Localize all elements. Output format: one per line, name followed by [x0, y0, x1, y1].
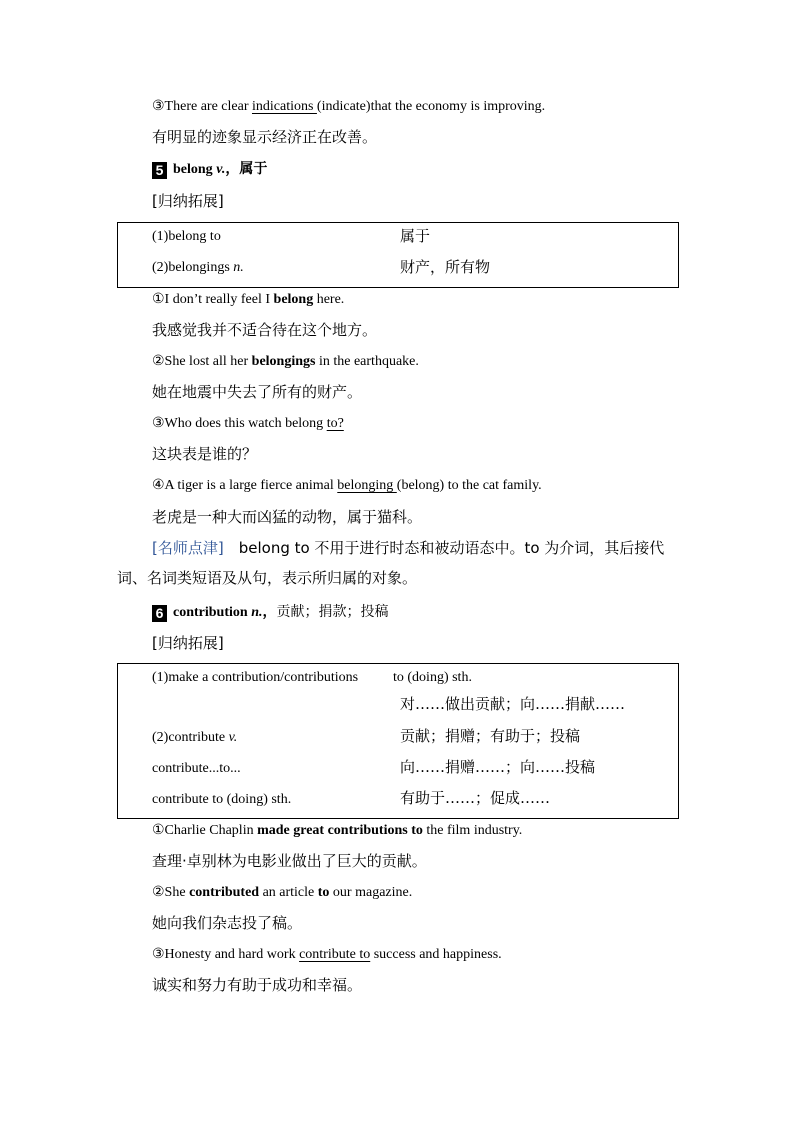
- example-sentence: [152, 291, 344, 309]
- sentence-text: ④A tiger is a large fierce animal: [152, 478, 338, 493]
- answer-blank: indications: [251, 99, 317, 114]
- headword-meaning: 贡献；捐款；投稿: [276, 604, 389, 620]
- sentence-text: success and happiness.: [370, 947, 502, 962]
- translation: 我感觉我并不适合待在这个地方。: [152, 321, 378, 339]
- part-of-speech: v.: [228, 730, 238, 745]
- translation: 她在地震中失去了所有的财产。: [152, 383, 363, 401]
- bold-keyword: belongings: [251, 354, 316, 369]
- phrase: contribute to (doing) sth.: [152, 792, 292, 807]
- example-sentence: [152, 353, 419, 371]
- example-sentence: [152, 822, 522, 840]
- sentence-text: that the economy is improving.: [370, 99, 546, 114]
- bold-keyword: to: [411, 823, 423, 838]
- headword: belong: [173, 162, 217, 177]
- word-hint: (indicate): [316, 99, 371, 114]
- phrase-meaning: 贡献；捐赠；有助于；投稿: [400, 727, 581, 745]
- phrase: to (doing) sth.: [393, 670, 472, 685]
- sentence-text: the film industry.: [422, 823, 523, 838]
- phrase: [152, 729, 237, 747]
- phrase-meaning: 有助于……；促成……: [400, 789, 551, 807]
- translation: 她向我们杂志投了稿。: [152, 914, 303, 932]
- phrase-meaning: 属于: [400, 227, 431, 245]
- example-sentence-indications: [152, 98, 545, 116]
- sentence-text: (belong) to the cat family.: [396, 478, 542, 493]
- expansion-table-belong: [117, 222, 679, 288]
- part-of-speech: v.: [216, 162, 226, 177]
- sentence-text: ①I don’t really feel I: [152, 292, 274, 307]
- sentence-text: ②She lost all her: [152, 354, 252, 369]
- sentence-text: ①Charlie Chaplin: [152, 823, 258, 838]
- example-sentence: [152, 415, 344, 433]
- headword-meaning: 属于: [239, 161, 268, 177]
- headword: contribution: [173, 605, 252, 620]
- answer-blank: contribute to: [299, 947, 371, 962]
- item-number-badge: 6: [152, 605, 167, 622]
- answer-blank: belonging: [337, 478, 397, 493]
- teacher-note: [117, 533, 682, 593]
- phrase: (1)make a contribution/contributions: [152, 670, 359, 685]
- translation: 这块表是谁的？: [152, 445, 258, 463]
- phrase: contribute...to...: [152, 761, 241, 776]
- phrase: [152, 259, 244, 277]
- bold-keyword: contributed: [189, 885, 260, 900]
- bold-keyword: to: [317, 885, 330, 900]
- section-label-expand: [归纳拓展]: [152, 192, 224, 210]
- sentence-text: ③Who does this watch belong: [152, 416, 327, 431]
- note-text: belong to 不用于进行时态和被动语态中。to 为介词，其后接代词、名词类短语及从句，表示所归属的对象。: [117, 539, 665, 587]
- phrase: (1)belong to: [152, 229, 221, 244]
- phrase-text: (2)contribute: [152, 730, 229, 745]
- translation: 查理·卓别林为电影业做出了巨大的贡献。: [152, 852, 427, 870]
- answer-blank: to?: [326, 416, 344, 431]
- example-sentence: [152, 477, 542, 495]
- part-of-speech: n.: [233, 260, 244, 275]
- phrase-meaning: 对……做出贡献；向……捐献……: [400, 695, 626, 713]
- phrase-meaning: 向……捐赠……；向……投稿: [400, 758, 596, 776]
- translation: 诚实和努力有助于成功和幸福。: [152, 976, 363, 994]
- item-number-badge: 5: [152, 162, 167, 179]
- example-sentence: [152, 946, 502, 964]
- phrase-meaning: 财产，所有物: [400, 258, 491, 276]
- phrase-text: (2)belongings: [152, 260, 234, 275]
- sentence-text: in the earthquake.: [315, 354, 419, 369]
- vocab-heading-contribution: 6 contribution n.，贡献；捐款；投稿: [152, 603, 388, 622]
- sentence-text: ③Honesty and hard work: [152, 947, 300, 962]
- bold-keyword: belong: [273, 292, 314, 307]
- sentence-text: here.: [313, 292, 345, 307]
- sentence-text: an article: [259, 885, 318, 900]
- sentence-text: ③There are clear: [152, 99, 252, 114]
- translation: 有明显的迹象显示经济正在改善。: [152, 128, 378, 146]
- translation: 老虎是一种大而凶猛的动物，属于猫科。: [152, 508, 423, 526]
- example-sentence: [152, 884, 412, 902]
- sentence-text: our magazine.: [329, 885, 413, 900]
- note-tag: [名师点津]: [152, 539, 224, 557]
- vocab-heading-belong: 5 belong v.，属于: [152, 160, 267, 179]
- bold-keyword: made great contributions: [257, 823, 408, 838]
- part-of-speech: n.: [251, 605, 263, 620]
- sentence-text: ②She: [152, 885, 190, 900]
- expansion-table-contribution: [117, 663, 679, 819]
- section-label-expand: [归纳拓展]: [152, 634, 224, 652]
